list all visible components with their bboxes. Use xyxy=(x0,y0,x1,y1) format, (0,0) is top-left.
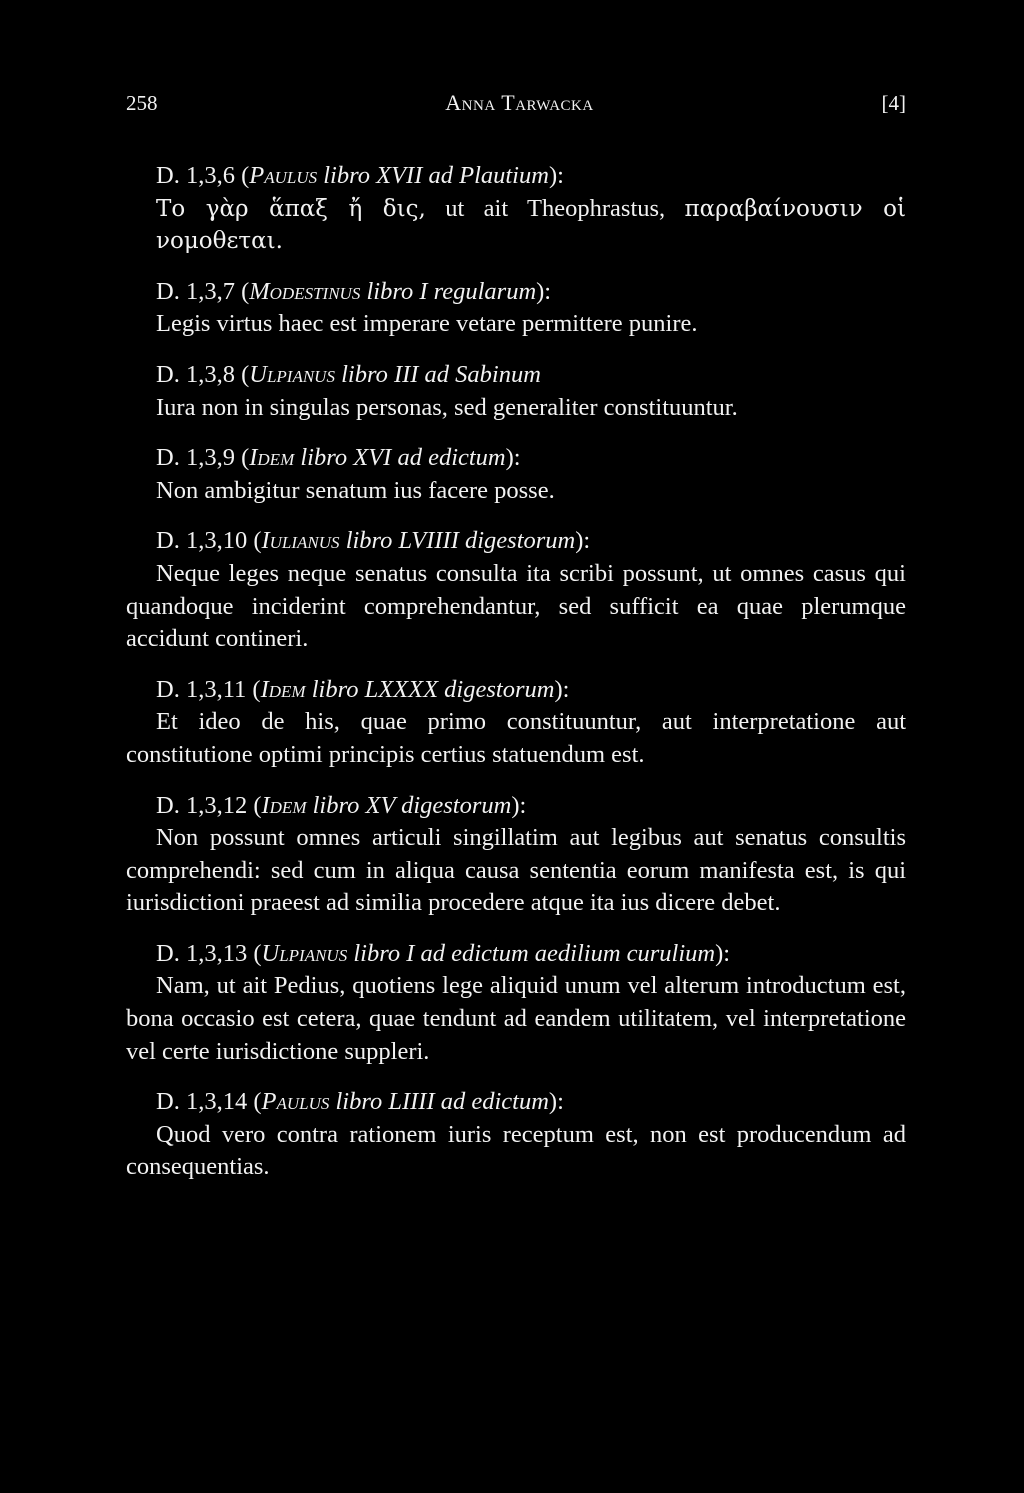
citation-close: ): xyxy=(536,277,552,305)
citation-work: libro III ad Sabinum xyxy=(341,360,541,388)
digest-entry xyxy=(126,442,906,507)
citation: D. 1,3,6 (Paulus libro XVII ad Plautium): xyxy=(156,162,564,189)
citation-author: Iulianus xyxy=(261,527,340,555)
citation-work: libro LXXXX digestorum xyxy=(311,675,555,703)
digest-entry xyxy=(126,525,906,655)
citation-close: ): xyxy=(505,444,521,472)
citation: D. 1,3,12 (Idem libro XV digestorum): xyxy=(156,791,527,819)
citation-close: ): xyxy=(715,939,731,967)
citation-author: Modestinus xyxy=(249,277,361,305)
citation-author: Idem xyxy=(261,791,307,819)
page-number: 258 xyxy=(126,91,158,115)
citation-ref: D. 1,3,13 xyxy=(156,939,248,967)
body-text xyxy=(126,160,906,1202)
citation-ref: D. 1,3,12 xyxy=(156,791,248,819)
citation-work: libro LVIIII digestorum xyxy=(345,527,576,555)
citation-author: Idem xyxy=(260,675,306,703)
citation-close: ): xyxy=(511,791,527,819)
citation-ref: D. 1,3,6 xyxy=(156,162,235,189)
running-head-author: Anna Tarwacka xyxy=(445,90,594,115)
section-number: [4] xyxy=(881,91,906,115)
citation-close: ): xyxy=(554,675,570,703)
citation-work: libro XV digestorum xyxy=(312,791,512,819)
digest-entry xyxy=(126,674,906,772)
quote-text: Quod vero contra rationem iuris receptum est, non est producendum ad consequentias. xyxy=(126,1120,906,1181)
citation-close: ): xyxy=(548,1088,564,1116)
digest-entry xyxy=(126,160,906,258)
citation: D. 1,3,14 (Paulus libro LIIII ad edictum): xyxy=(156,1088,564,1116)
citation-ref: D. 1,3,11 xyxy=(156,675,247,703)
citation: D. 1,3,10 (Iulianus libro LVIIII digestorum): xyxy=(156,527,591,555)
citation: D. 1,3,13 (Ulpianus libro I ad edictum aedilium curulium): xyxy=(156,939,731,967)
citation: D. 1,3,11 (Idem libro LXXXX digestorum): xyxy=(156,675,570,703)
citation-ref: D. 1,3,7 xyxy=(156,277,235,305)
quote-text: Non possunt omnes articuli singillatim aut legibus aut senatus consultis comprehendi: sed cum in aliqua causa sententia eorum manifesta est, is qui iurisdictioni praeest ad similia procedere atque ita ius dicere debet. xyxy=(126,824,906,917)
citation-ref: D. 1,3,10 xyxy=(156,527,248,555)
quote-text: Legis virtus haec est imperare vetare permittere punire. xyxy=(156,310,698,338)
digest-entry xyxy=(126,1086,906,1184)
citation-work: libro XVII ad Plautium xyxy=(323,162,549,189)
quote-text: Et ideo de his, quae primo constituuntur, aut interpretatione aut constitutione optimi principis certius statuendum est. xyxy=(126,708,906,768)
citation-close: ): xyxy=(575,527,591,555)
citation: D. 1,3,7 (Modestinus libro I regularum): xyxy=(156,277,552,305)
citation: D. 1,3,8 (Ulpianus libro III ad Sabinum xyxy=(156,360,541,388)
quote-text xyxy=(126,193,906,258)
digest-entry xyxy=(126,790,906,920)
quote-text: Neque leges neque senatus consulta ita scribi possunt, ut omnes casus qui quandoque inciderint comprehendantur, sed sufficit ea quae plerumque accidunt contineri. xyxy=(126,559,906,653)
quote-text: Non ambigitur senatum ius facere posse. xyxy=(156,476,555,504)
greek-text: Το γὰρ ἅπαξ ἤ δις, xyxy=(156,195,426,222)
citation-author: Ulpianus xyxy=(249,360,335,388)
digest-entry xyxy=(126,938,906,1068)
greek-text: παραβαίνουσιν οἱ νομοθεται. xyxy=(156,195,906,255)
citation-ref: D. 1,3,9 xyxy=(156,444,235,472)
citation-author: Ulpianus xyxy=(261,939,348,967)
digest-entry xyxy=(126,359,906,424)
latin-text: ut ait Theophrastus, xyxy=(425,194,685,222)
citation-work: libro XVI ad edictum xyxy=(300,444,506,472)
citation-work: libro I ad edictum aedilium curulium xyxy=(353,939,716,967)
citation-author: Paulus xyxy=(261,1088,330,1116)
citation-ref: D. 1,3,14 xyxy=(156,1088,248,1116)
citation-work: libro LIIII ad edictum xyxy=(335,1088,549,1116)
citation-author: Paulus xyxy=(249,162,318,189)
running-head xyxy=(126,90,906,120)
quote-text: Nam, ut ait Pedius, quotiens lege aliquid unum vel alterum introductum est, bona occasio est cetera, quae tendunt ad eandem utilitatem, vel interpretatione vel certe iurisdictione suppleri. xyxy=(126,972,906,1065)
citation-author: Idem xyxy=(249,444,295,472)
citation: D. 1,3,9 (Idem libro XVI ad edictum): xyxy=(156,444,521,472)
digest-entry xyxy=(126,276,906,341)
citation-ref: D. 1,3,8 xyxy=(156,360,235,388)
quote-text: Iura non in singulas personas, sed generaliter constituuntur. xyxy=(156,393,738,421)
citation-work: libro I regularum xyxy=(366,277,537,305)
citation-close: ): xyxy=(548,162,564,189)
